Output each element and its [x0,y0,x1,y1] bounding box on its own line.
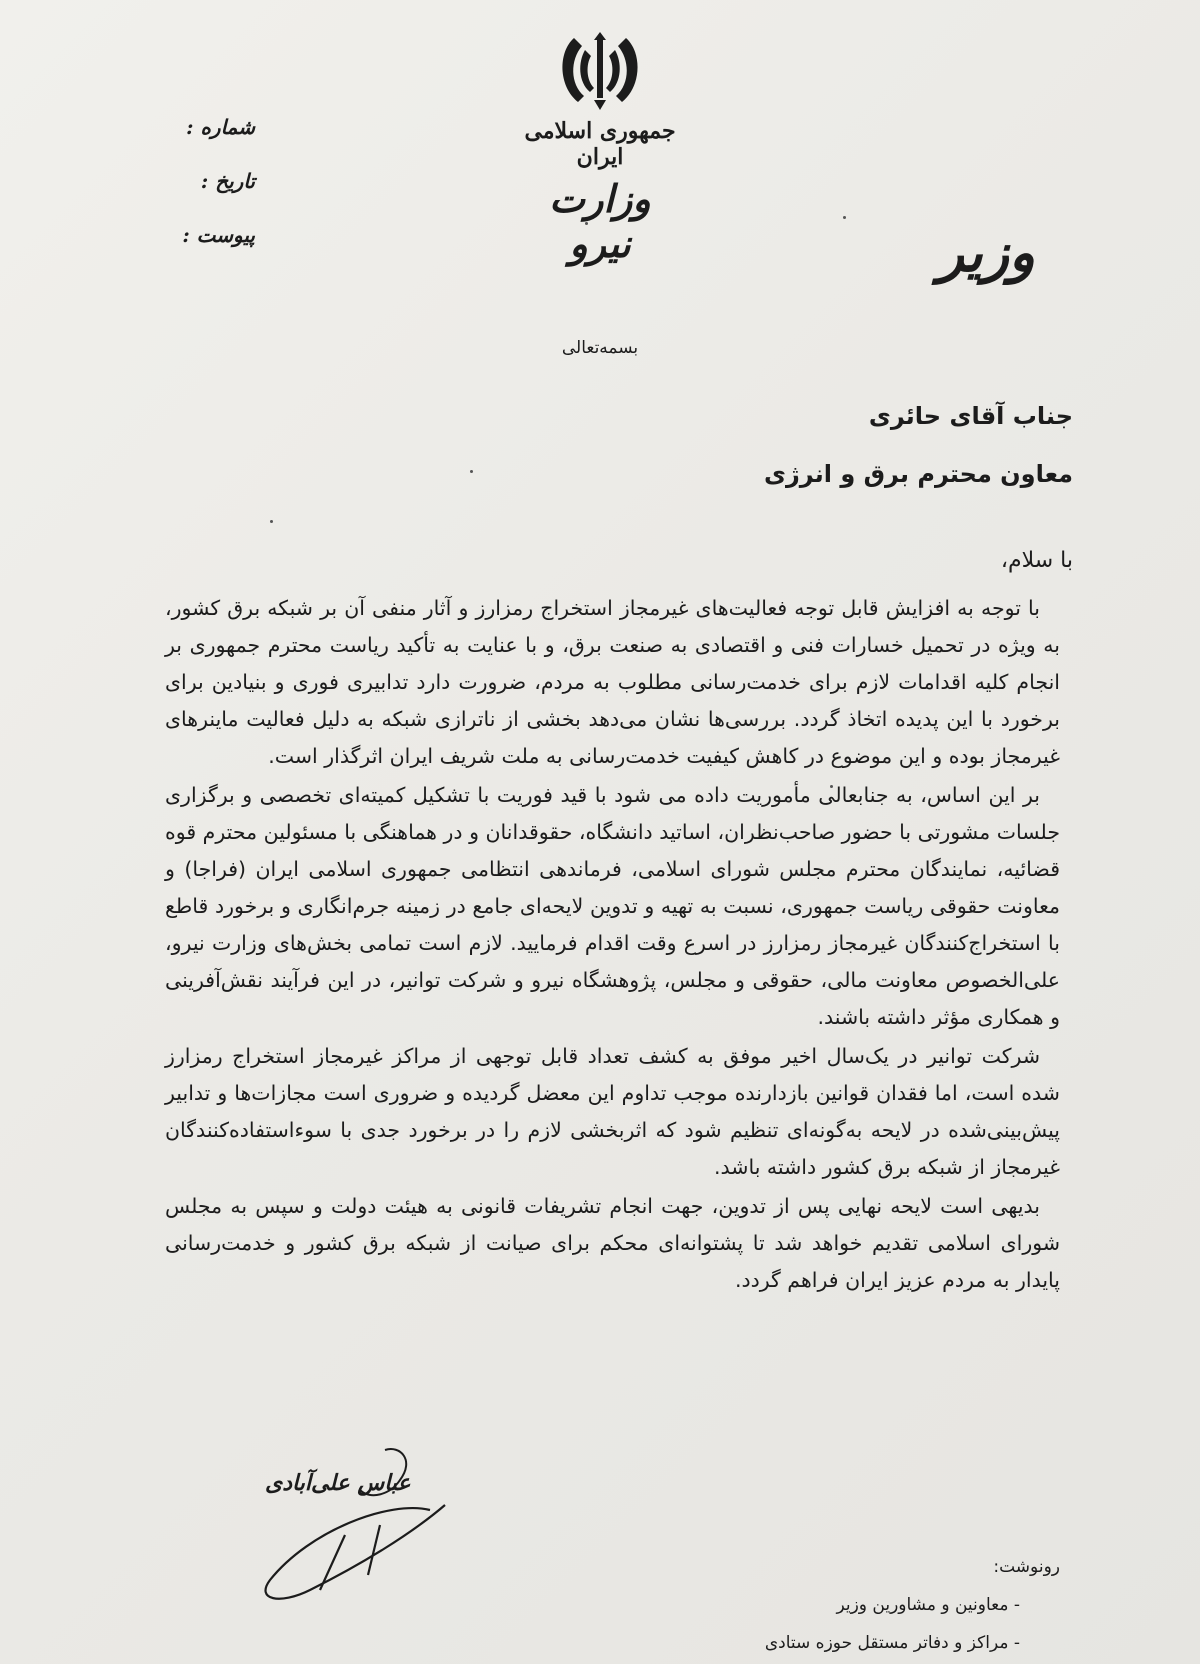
carbon-copy [765,1548,1060,1662]
ministry-title: وزارت نیرو [549,176,651,266]
date-label: تاریخ : [200,169,255,193]
attachment-label: پیوست : [182,223,255,247]
cc-item: - معاونین و مشاورین وزیر [836,1595,1020,1615]
invocation: بسمه‌تعالی [561,338,639,358]
body-paragraph: بدیهی است لایحه نهایی پس از تدوین، جهت انجام تشریفات قانونی به هیئت دولت و سپس به مجلس شورای اسلامی تقدیم خواهد شد تا پشتوانه‌ای محکم برای صیانت از شبکه برق کشور و خدمت‌رسانی پایدار به مردم عزیز ایران فراهم گردد. [165,1194,1060,1292]
greeting: با سلام، [1000,548,1073,573]
cc-item: - مراکز و دفاتر مستقل حوزه ستادی [764,1633,1020,1653]
body-paragraph: با توجه به افزایش قابل توجه فعالیت‌های غیرمجاز استخراج رمزارز و آثار منفی آن بر شبکه برق کشور، به ویژه در تحمیل خسارات فنی و اقتصادی به صنعت برق، و با عنایت به تأکید ریاست محترم جمهوری بر انجام کلیه اقدامات لازم برای خدمت‌رسانی مطلوب به مردم، ضرورت دارد تدابیری فوری و بنیادین برای برخورد با این پدیده اتخاذ گردد. بررسی‌ها نشان می‌دهد بخشی از ناترازی شبکه به دلیل فعالیت ماینرهای غیرمجاز بوده و این موضوع در کاهش کیفیت خدمت‌رسانی به ملت شریف ایران اثرگذار است. [165,596,1060,768]
recipient-name: جناب آقای حائری [868,402,1073,430]
iran-emblem-icon [554,30,646,112]
signature-scribble [250,1440,480,1610]
body-paragraph: شرکت توانیر در یک‌سال اخیر موفق به کشف تعداد قابل توجهی از مراکز غیرمجاز استخراج رمزارز شده است، اما فقدان قوانین بازدارنده موجب تداوم این معضل گردیده و ضروری است مجازات‌ها و تدابیر پیش‌بینی‌شده در لایحه به‌گونه‌ای تنظیم شود که اثربخشی لازم را در برخورد جدی با سوءاستفاده‌کنندگان غیرمجاز از شبکه برق کشور داشته باشد. [165,1044,1060,1179]
minister-title: وزیر [938,220,1035,284]
letter-body [165,590,1060,1301]
reference-fields [135,100,255,262]
body-paragraph: بر این اساس، به جنابعالی مأموریت داده می شود با قید فوریت با تشکیل کمیته‌ای تخصصی و برگزاری جلسات مشورتی با حضور صاحب‌نظران، اساتید دانشگاه، حقوقدانان و در هماهنگی با مسئولین محترم قوه قضائیه، نمایندگان محترم مجلس شورای اسلامی، فرماندهی انتظامی جمهوری اسلامی ایران (فراجا) و معاونت حقوقی ریاست جمهوری، نسبت به تهیه و تدوین لایحه‌ای جامع در زمینه جرم‌انگاری و برخورد قاطع با استخراج‌کنندگان غیرمجاز رمزارز در اسرع وقت اقدام فرمایید. لازم است تمامی بخش‌های وزارت نیرو، علی‌الخصوص معاونت مالی، حقوقی و مجلس، پژوهشگاه نیرو و شرکت توانیر، در این فرآیند نقش‌آفرینی و همکاری مؤثر داشته باشند. [165,783,1060,1029]
signer-name: عباس علی‌آبادی [265,1470,411,1496]
number-label: شماره : [186,115,255,139]
cc-title: رونوشت: [993,1557,1060,1577]
republic-title: جمهوری اسلامی ایران [524,118,676,170]
letterhead [520,30,680,266]
recipient-position: معاون محترم برق و انرژی [763,460,1073,488]
